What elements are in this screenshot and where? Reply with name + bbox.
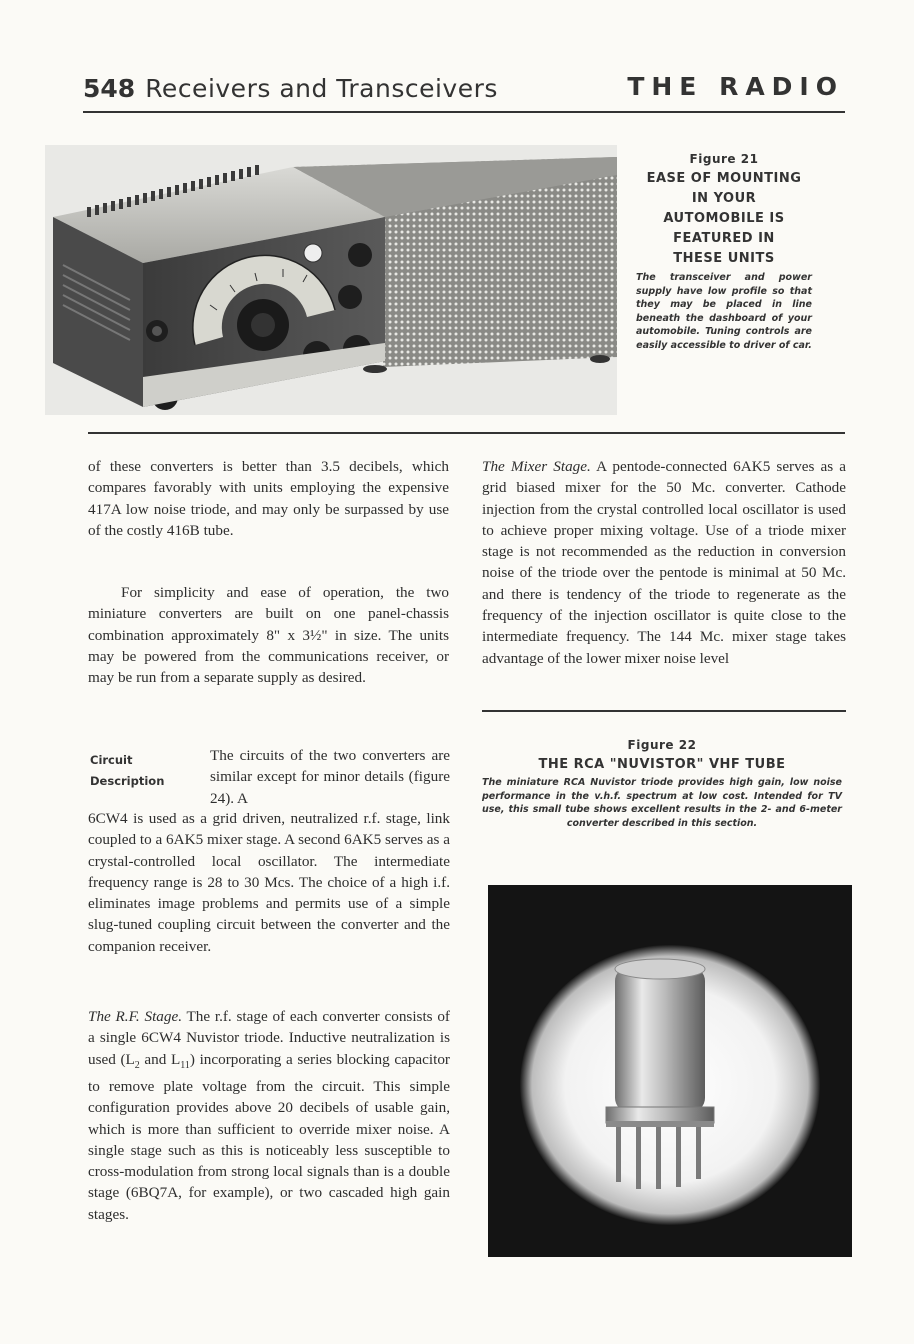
paragraph-mixer-stage [482, 456, 846, 669]
figure-21-title-line: FEATURED IN [673, 231, 775, 246]
rf-stage-text: and L [139, 1050, 181, 1068]
transceiver-photo [45, 145, 617, 415]
mixer-stage-heading: The Mixer Stage. [482, 458, 591, 475]
column-2-rule [482, 710, 846, 712]
rf-stage-text: ) incorporating a series blocking capacitor to remove plate voltage from the circuit. This simple configuration provides above 20 decibels of usable gain, which is more than sufficient to override mixer noise. A single stage such as this is noticeably less susceptible to cross-modulation from strong local signals than is a double stage (6BQ7A, for example), or two cascaded high gain stages. [88, 1050, 450, 1223]
header-rule [83, 111, 845, 113]
section-heading-line: Description [90, 774, 165, 788]
figure-21-title-line: AUTOMOBILE IS [663, 211, 785, 226]
figure-21-caption [636, 152, 812, 352]
figure-22-label: Figure 22 [627, 738, 697, 752]
figure-21-title-line: EASE OF MOUNTING [646, 171, 802, 186]
paragraph-circuit-intro: The circuits of the two converters are similar except for minor details (figure 24). A [210, 747, 450, 807]
page-number: 548 [83, 74, 136, 103]
paragraph-rf-stage [88, 1006, 450, 1225]
figure-21-label: Figure 21 [689, 152, 759, 166]
paragraph-construction: For simplicity and ease of operation, the two miniature converters are built on one panel-chassis combination approximately 8" x 3½" in size. The units may be powered from the communications receiver, or may be run from a separate supply as desired. [88, 584, 449, 687]
section-heading-line: Circuit [90, 753, 133, 767]
paragraph-circuit-body: 6CW4 is used as a grid driven, neutralized r.f. stage, link coupled to a 6AK5 mixer stage. A second 6AK5 serves as a crystal-controlled local oscillator. The intermediate frequency range is 28 to 30 Mcs. The choice of a high i.f. eliminates image problems and permits use of a simple slug-tuned coupling circuit between the converter and the companion receiver. [88, 810, 450, 955]
nuvistor-tube-photo [488, 885, 852, 1257]
figure-21-rule [88, 432, 845, 434]
section-heading-circuit-description [90, 750, 200, 792]
figure-21-title-line: THESE UNITS [673, 251, 775, 266]
figure-22-caption [482, 738, 842, 830]
rf-stage-heading: The R.F. Stage. [88, 1008, 183, 1025]
figure-22-description: The miniature RCA Nuvistor triode provides high gain, low noise performance in the v.h.f. spectrum at low cost. Intended for TV use, this small tube shows excellent results in the 2- and 6-meter converter described in this section. [482, 777, 842, 829]
running-title: Receivers and Transceivers [145, 74, 498, 103]
running-header [83, 74, 498, 103]
subscript: 11 [180, 1059, 190, 1071]
figure-22-title: THE RCA "NUVISTOR" VHF TUBE [538, 757, 786, 772]
book-title: THE RADIO [627, 72, 844, 101]
subscript: 2 [134, 1059, 140, 1071]
paragraph-noise-figure: of these converters is better than 3.5 decibels, which compares favorably with units employing the expensive 417A low noise triode, and may only be surpassed by use of the costly 416B tube. [88, 458, 449, 539]
figure-21-description: The transceiver and power supply have low profile so that they may be placed in line beneath the dashboard of your automobile. Tuning controls are easily accessible to driver of car. [636, 272, 812, 351]
mixer-stage-text: A pentode-connected 6AK5 serves as a grid biased mixer for the 50 Mc. converter. Cathode injection from the crystal controlled local oscillator is used to achieve proper mixing voltage. Use of a triode mixer stage is not recommended as the reduction in conversion noise of the triode over the pentode is minimal at 50 Mc. and there is tendency of the triode to regenerate as the frequency of the injection oscillator is quite close to the intermediate frequency. The 144 Mc. mixer stage takes advantage of the lower mixer noise level [482, 458, 846, 667]
rf-stage-text: The r.f. stage of each converter consists of a single 6CW4 Nuvistor triode. Inductive neutralization is used (L [88, 1008, 450, 1068]
figure-21-title-line: IN YOUR [691, 191, 757, 206]
